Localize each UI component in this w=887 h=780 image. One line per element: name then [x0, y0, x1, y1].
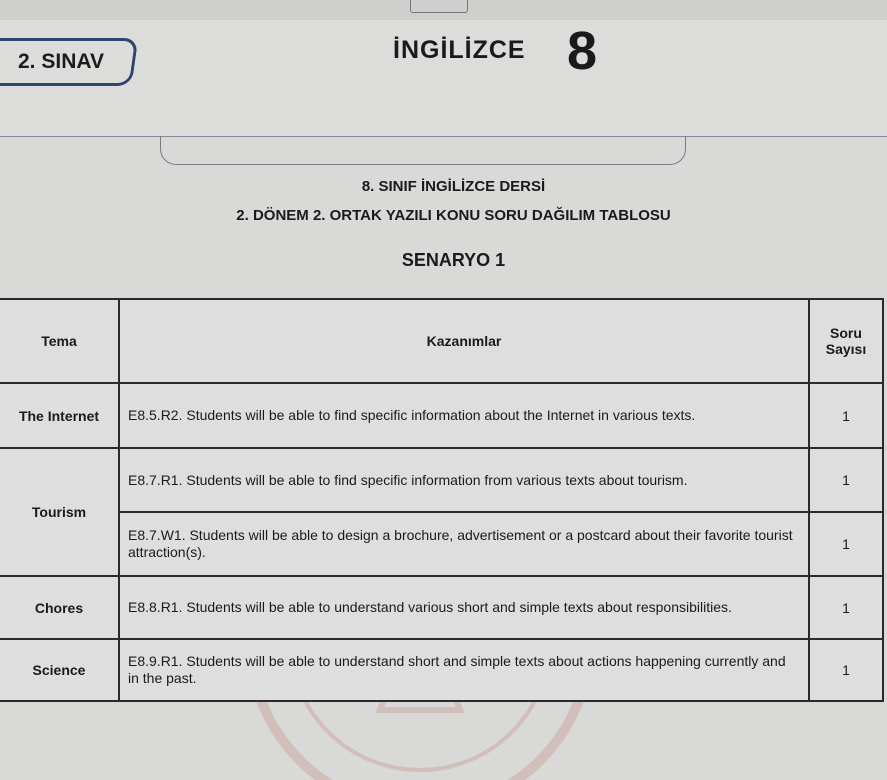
soru-cell: 1	[809, 512, 883, 576]
doc-title: 8. SINIF İNGİLİZCE DERSİ	[361, 178, 546, 195]
scenario-title: SENARYO 1	[401, 250, 506, 270]
top-strip	[0, 0, 887, 21]
exam-label: 2. SINAV	[18, 50, 104, 73]
table-row	[0, 383, 883, 448]
soru-cell: 1	[809, 383, 883, 448]
soru-cell: 1	[809, 639, 883, 701]
subject-title: İNGİLİZCE	[393, 36, 526, 64]
soru-cell: 1	[809, 576, 883, 639]
doc-subtitle: 2. DÖNEM 2. ORTAK YAZILI KONU SORU DAĞILIM TABLOSU	[236, 207, 671, 224]
tema-cell: The Internet	[0, 383, 119, 448]
tema-cell: Tourism	[0, 448, 119, 576]
table-row	[0, 639, 883, 701]
question-distribution-table	[0, 298, 884, 702]
col-header-kazanimlar: Kazanımlar	[119, 299, 809, 383]
tema-cell: Chores	[0, 576, 119, 639]
table-row	[0, 448, 883, 512]
soru-cell: 1	[809, 448, 883, 512]
col-header-soru-sayisi: Soru Sayısı	[809, 299, 883, 383]
kazanim-cell: E8.9.R1. Students will be able to understand short and simple texts about actions happening currently and in the past.	[119, 639, 809, 701]
table-header-row	[0, 299, 883, 383]
kazanim-cell: E8.8.R1. Students will be able to understand various short and simple texts about responsibilities.	[119, 576, 809, 639]
kazanim-cell: E8.5.R2. Students will be able to find specific information about the Internet in various texts.	[119, 383, 809, 448]
col-header-tema: Tema	[0, 299, 119, 383]
table-row	[0, 512, 883, 576]
tema-cell: Science	[0, 639, 119, 701]
kazanim-cell: E8.7.R1. Students will be able to find specific information from various texts about tourism.	[119, 448, 809, 512]
kazanim-cell: E8.7.W1. Students will be able to design a brochure, advertisement or a postcard about their favorite tourist attraction(s).	[119, 512, 809, 576]
top-box	[410, 0, 468, 13]
table-row	[0, 576, 883, 639]
header-tab-shape	[160, 136, 686, 165]
grade-number: 8	[567, 21, 598, 81]
